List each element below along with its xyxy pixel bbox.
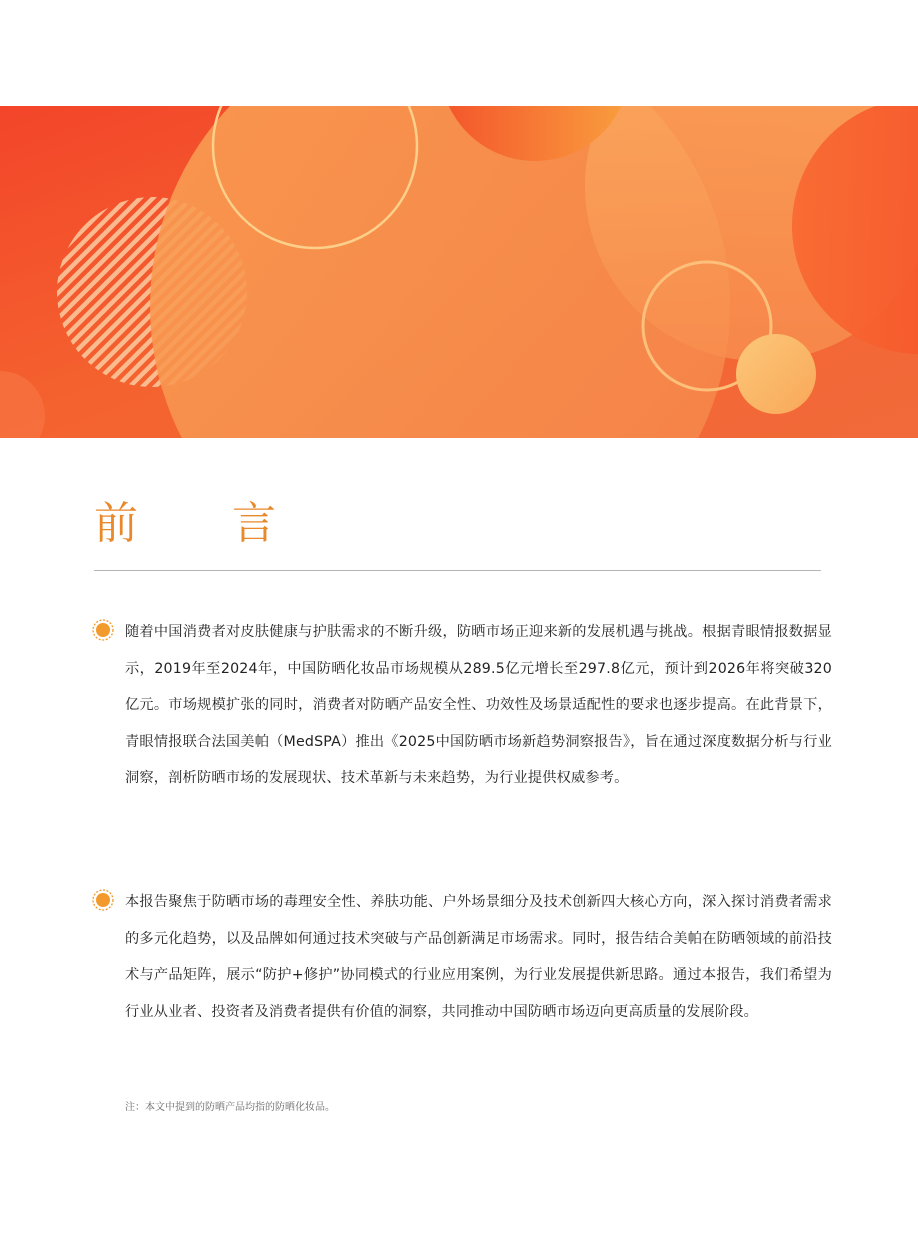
paragraph-text: 随着中国消费者对皮肤健康与护肤需求的不断升级，防晒市场正迎来新的发展机遇与挑战。根据青眼情报数据显示，2019年至2024年，中国防晒化妆品市场规模从289.5亿元增长至297.8亿元，预计到2026年将突破320亿元。市场规模扩张的同时，消费者对防晒产品安全性、功效性及场景适配性的要求也逐步提高。在此背景下，青眼情报联合法国美帕（MedSPA）推出《2025中国防晒市场新趋势洞察报告》，旨在通过深度数据分析与行业洞察，剖析防晒市场的发展现状、技术革新与未来趋势，为行业提供权威参考。: [125, 624, 832, 786]
title-divider: [94, 570, 821, 571]
header-banner: [0, 106, 918, 438]
banner-graphic: [0, 106, 918, 438]
paragraph-1: [92, 614, 832, 797]
page-title: 前 言: [94, 498, 316, 549]
footnote: 注：本文中提到的防晒产品均指的防晒化妆品。: [125, 1102, 335, 1113]
paragraph-text: 本报告聚焦于防晒市场的毒理安全性、养肤功能、户外场景细分及技术创新四大核心方向，深入探讨消费者需求的多元化趋势，以及品牌如何通过技术突破与产品创新满足市场需求。同时，报告结合美帕在防晒领域的前沿技术与产品矩阵，展示“防护+修护”协同模式的行业应用案例，为行业发展提供新思路。通过本报告，我们希望为行业从业者、投资者及消费者提供有价值的洞察，共同推动中国防晒市场迈向更高质量的发展阶段。: [125, 894, 832, 1020]
sun-icon: [92, 889, 114, 911]
paragraph-2: [92, 884, 832, 1030]
sun-icon: [92, 619, 114, 641]
